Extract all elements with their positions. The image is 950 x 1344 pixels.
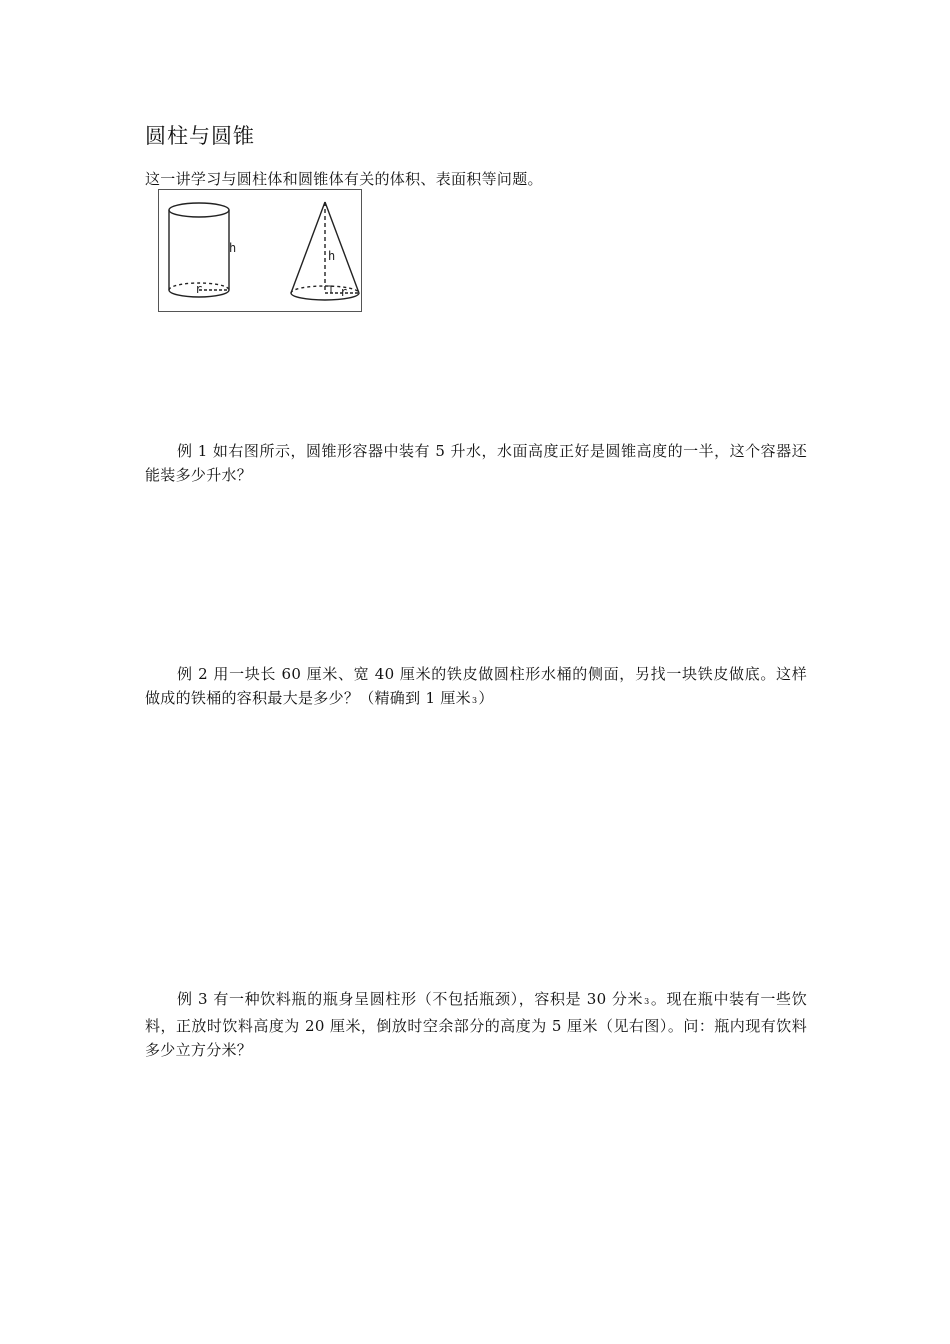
- cylinder-cone-figure: [158, 189, 362, 312]
- example-2-paragraph: [145, 662, 807, 713]
- intro-paragraph: 这一讲学习与圆柱体和圆锥体有关的体积、表面积等问题。: [145, 170, 543, 188]
- cone-shape: [291, 202, 359, 300]
- cylinder-radius-label: r: [195, 282, 203, 296]
- example-2-text-end: ）: [478, 689, 494, 707]
- example-3-paragraph: [145, 987, 807, 1062]
- example-1-paragraph: 例 1 如右图所示，圆锥形容器中装有 5 升水，水面高度正好是圆锥高度的一半，这个容器还能装多少升水？: [145, 442, 807, 484]
- figure-drawing: [159, 190, 363, 313]
- cone-height-label: h: [328, 249, 336, 263]
- example-3-superscript: 3: [644, 997, 650, 1006]
- example-3-text-end: 。现在瓶中装有一些饮料，正放时饮料高度为 20 厘米，倒放时空余部分的高度为 5 厘米（见右图）。问：瓶内现有饮料多少立方分米？: [145, 990, 807, 1059]
- cone-radius-label: r: [340, 285, 348, 299]
- example-2-text: 例 2 用一块长 60 厘米、宽 40 厘米的铁皮做圆柱形水桶的侧面，另找一块铁皮做底。这样做成的铁桶的容积最大是多少？（精确到 1 厘米: [145, 665, 807, 707]
- example-3-text: 例 3 有一种饮料瓶的瓶身呈圆柱形（不包括瓶颈），容积是 30 分米: [177, 990, 644, 1008]
- page-title: 圆柱与圆锥: [145, 124, 255, 148]
- cylinder-height-label: h: [229, 241, 237, 255]
- example-2-superscript: 3: [471, 696, 478, 705]
